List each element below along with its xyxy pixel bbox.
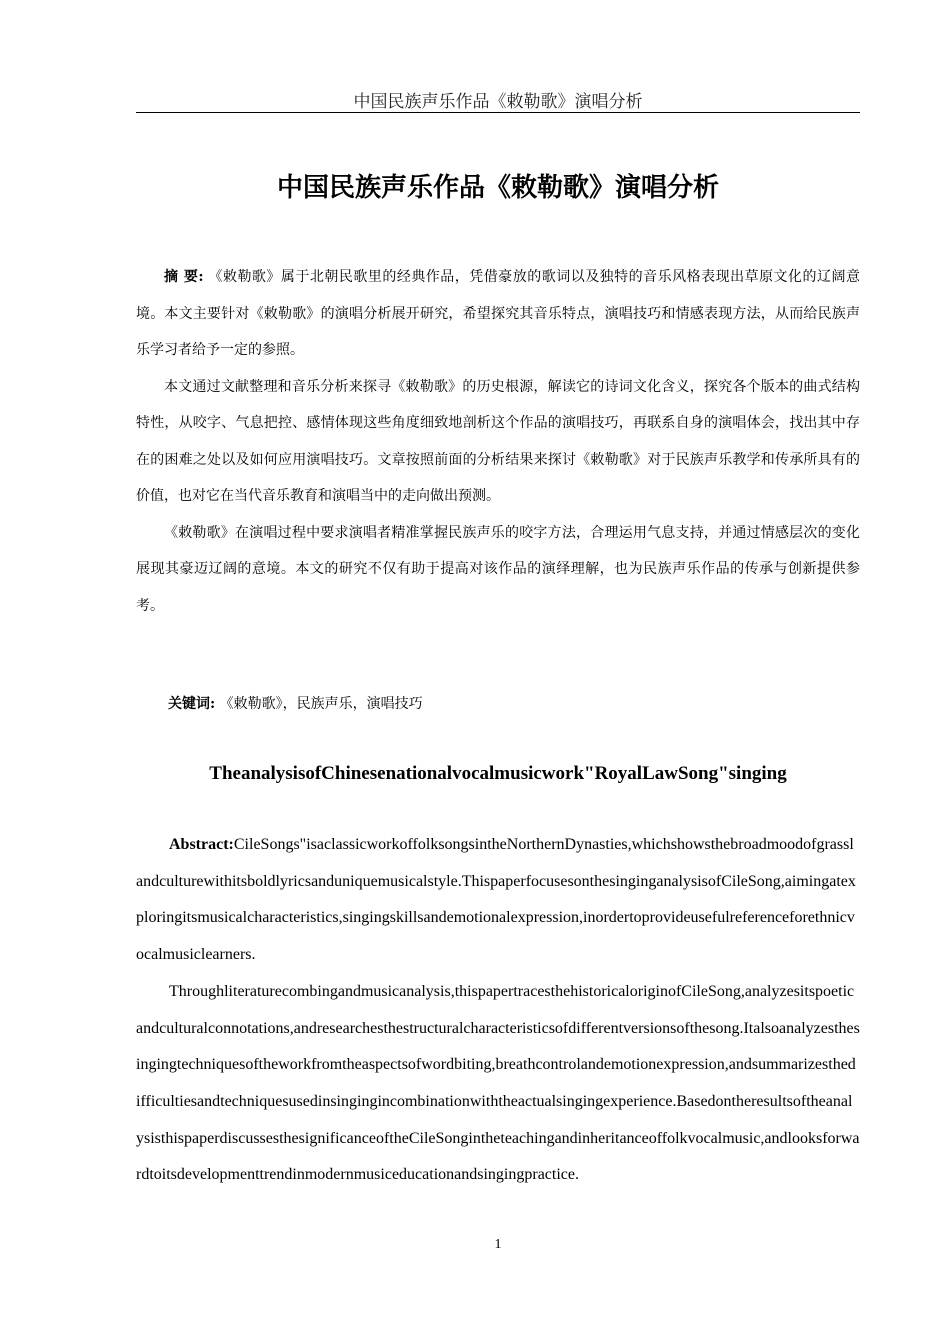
header-rule xyxy=(136,112,860,113)
english-abstract-text-1: CileSongs"isaclassicworkoffolksongsintheNorthernDynasties,whichshowsthebroadmoodofgrasslandculturewithitsboldlyricsanduniquemusicalstyle.ThispaperfocusesonthesinginganalysisofCileSong,aimingatexploringitsmusicalcharacteristics,singingskillsandemotionalexpression,inordertoprovideusefulreferenceforethnicvocalmusiclearners. xyxy=(136,836,856,964)
chinese-abstract-paragraph-1 xyxy=(136,259,860,369)
chinese-abstract-paragraph-3: 《敕勒歌》在演唱过程中要求演唱者精准掌握民族声乐的咬字方法，合理运用气息支持，并通过情感层次的变化展现其豪迈辽阔的意境。本文的研究不仅有助于提高对该作品的演绎理解，也为民族声乐作品的传承与创新提供参考。 xyxy=(136,524,860,614)
chinese-abstract xyxy=(136,259,860,624)
page-number: 1 xyxy=(494,1237,502,1252)
chinese-keywords-label: 关键词: xyxy=(168,696,216,712)
chinese-abstract-text-1: 《敕勒歌》属于北朝民歌里的经典作品，凭借豪放的歌词以及独特的音乐风格表现出草原文化的辽阔意境。本文主要针对《敕勒歌》的演唱分析展开研究，希望探究其音乐特点，演唱技巧和情感表现方法，从而给民族声乐学习者给予一定的参照。 xyxy=(136,269,861,358)
chinese-keywords xyxy=(168,690,423,718)
english-abstract-label: Abstract: xyxy=(169,836,234,853)
chinese-title: 中国民族声乐作品《敕勒歌》演唱分析 xyxy=(276,173,719,203)
chinese-abstract-paragraph-2: 本文通过文献整理和音乐分析来探寻《敕勒歌》的历史根源，解读它的诗词文化含义，探究各个版本的曲式结构特性，从咬字、气息把控、感情体现这些角度细致地剖析这个作品的演唱技巧，再联系自身的演唱体会，找出其中存在的困难之处以及如何应用演唱技巧。文章按照前面的分析结果来探讨《敕勒歌》对于民族声乐教学和传承所具有的价值，也对它在当代音乐教育和演唱当中的走向做出预测。 xyxy=(136,378,860,504)
english-abstract-paragraph-2: Throughliteraturecombingandmusicanalysis,thispapertracesthehistoricaloriginofCileSong,analyzesitspoeticandculturalconnotations,andresearchesthestructuralcharacteristicsofdifferentversionsofthesong.Italsoanalyzesthesingingtechniquesoftheworkfromtheaspectsofwordbiting,breathcontrolandemotionexpression,andsummarizesthedifficultiesandtechniquesusedinsingingincombinationwiththeactualsingingexperience.BasedontheresultsoftheanalysisthispaperdiscussesthesignificanceoftheCileSongintheteachingandinheritanceoffolkvocalmusic,andlooksforwardtoitsdevelopmenttrendinmodernmusiceducationandsingingpractice. xyxy=(136,982,860,1184)
english-abstract xyxy=(136,827,860,1194)
running-header: 中国民族声乐作品《敕勒歌》演唱分析 xyxy=(353,92,643,112)
english-title: TheanalysisofChinesenationalvocalmusicwork"RoyalLawSong"singing xyxy=(209,763,787,784)
english-abstract-paragraph-1 xyxy=(136,827,860,974)
chinese-keywords-text: 《敕勒歌》，民族声乐，演唱技巧 xyxy=(219,696,423,712)
chinese-abstract-label: 摘 要: xyxy=(164,269,204,285)
